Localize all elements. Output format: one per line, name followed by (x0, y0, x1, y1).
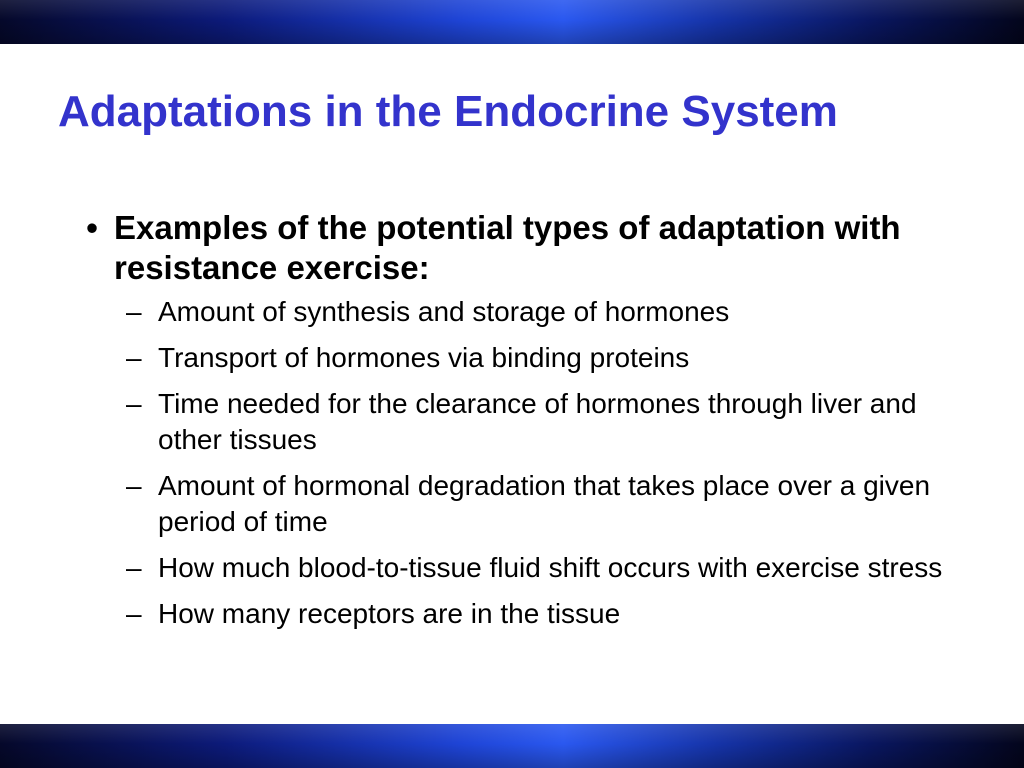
dash-marker: – (126, 552, 142, 583)
dash-marker: – (126, 342, 142, 373)
sub-bullet-text: How many receptors are in the tissue (158, 598, 621, 629)
list-item (126, 386, 950, 458)
list-item (126, 468, 950, 540)
header-band (0, 0, 1024, 44)
sub-bullet-text: Amount of synthesis and storage of hormones (158, 296, 730, 327)
dash-marker: – (126, 388, 142, 419)
list-item (126, 294, 950, 330)
list-item (126, 550, 950, 586)
dash-marker: – (126, 470, 142, 501)
main-bullet-text: Examples of the potential types of adaptation with resistance exercise: (114, 209, 901, 286)
sub-bullet-text: Transport of hormones via binding proteins (158, 342, 690, 373)
footer-band (0, 724, 1024, 768)
main-bullet (70, 208, 950, 288)
list-item (126, 596, 950, 632)
sub-bullet-list (126, 294, 950, 632)
slide-title: Adaptations in the Endocrine System (58, 87, 838, 136)
sub-bullet-text: How much blood-to-tissue fluid shift occurs with exercise stress (158, 552, 943, 583)
list-item (126, 340, 950, 376)
bullet-marker: • (86, 209, 98, 246)
sub-bullet-text: Amount of hormonal degradation that takes place over a given period of time (158, 470, 931, 537)
sub-bullet-text: Time needed for the clearance of hormones through liver and other tissues (158, 388, 917, 455)
slide-content (70, 208, 950, 642)
dash-marker: – (126, 296, 142, 327)
dash-marker: – (126, 598, 142, 629)
